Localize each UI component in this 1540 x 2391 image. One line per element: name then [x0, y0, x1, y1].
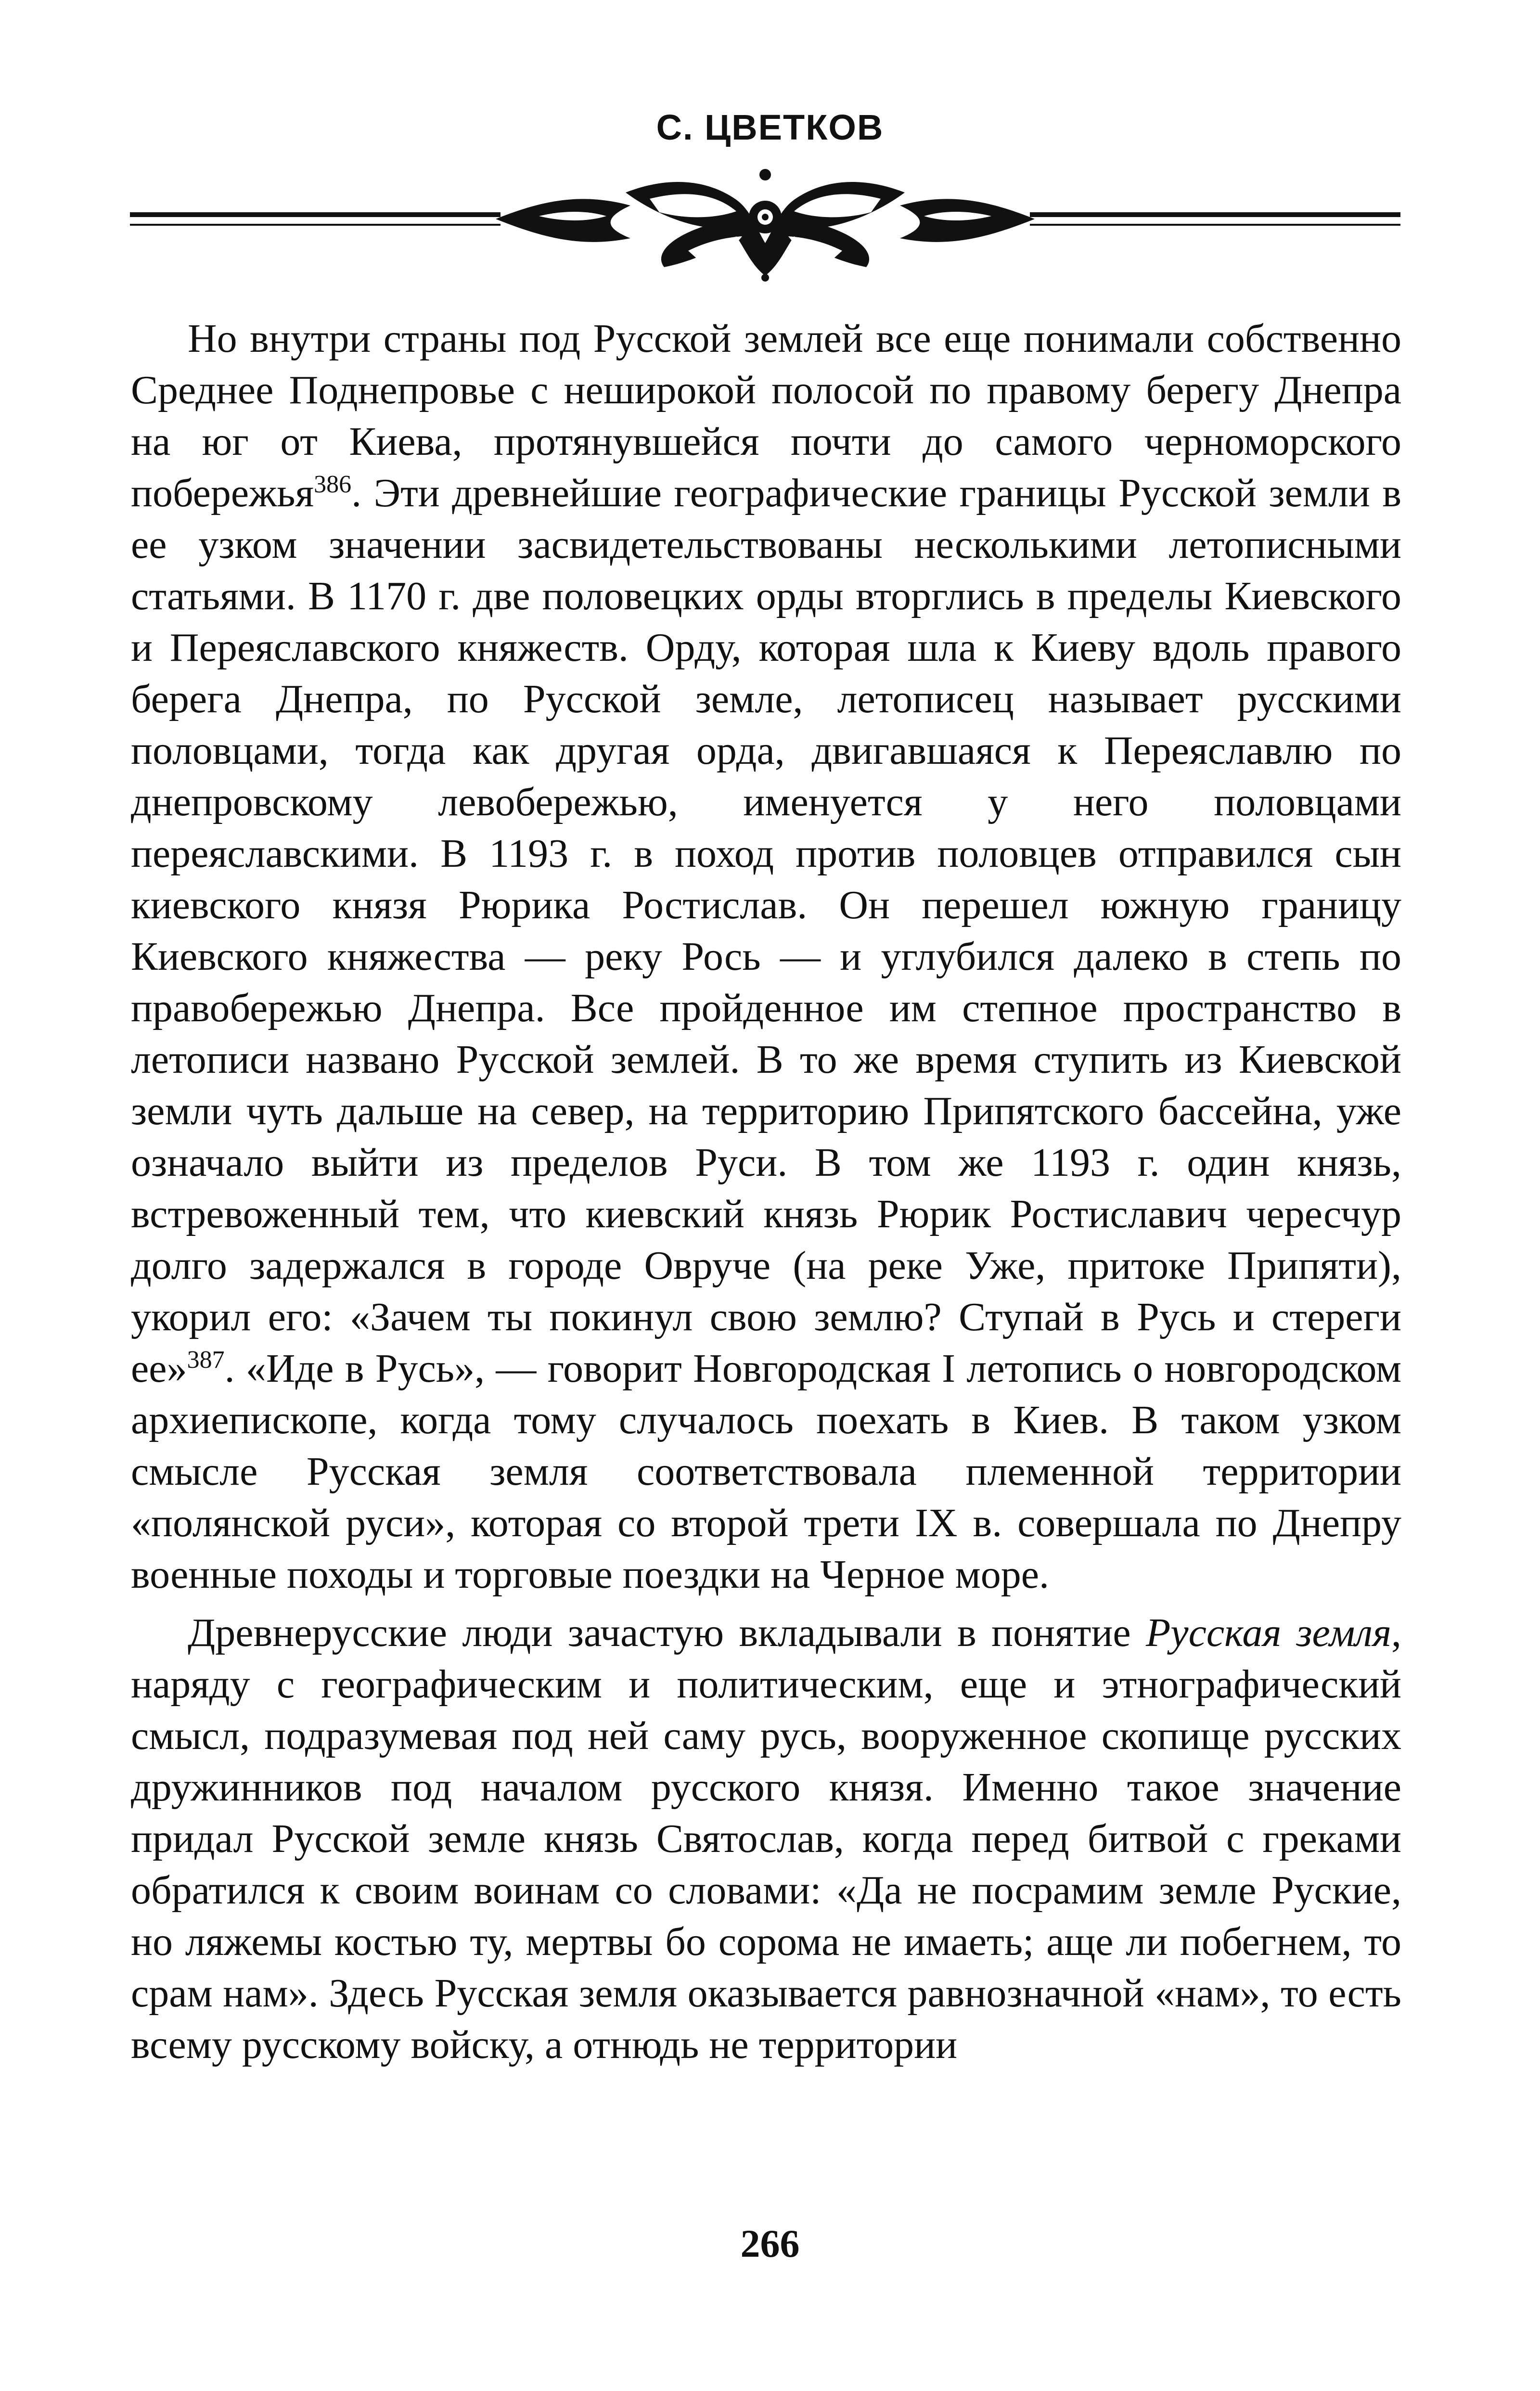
paragraph-2-text-b: , наряду с географическим и политическим, еще и этнографический смысл, подразумевая под ней саму русь, вооруженное скопище русских дружинников под началом русского князя. Именно такое значение придал Русской земле князь Святослав, когда перед битвой с греками обратился к своим воинам со словами: «Да не посрамим земле Руские, но ляжемы костью ту, мертвы бо сорома не имаеть; аще ли побегнем, то срам нам». Здесь Русская земля оказывается равнозначной «нам», то есть всему русскому войску, а отнюдь не территории [131, 1610, 1401, 2067]
italic-term: Русская земля [1145, 1610, 1391, 1655]
footnote-ref-387: 387 [187, 1346, 225, 1374]
footnote-ref-386: 386 [314, 471, 352, 498]
paragraph-1-text-a: Но внутри страны под Русской землей все еще понимали собственно Среднее Поднепровье с неширокой полосой по правому берегу Днепра на юг от Киева, протянувшейся почти до самого черноморского побережья [131, 316, 1401, 515]
paragraph-1-text-b: . Эти древнейшие географические границы Русской земли в ее узком значении засвидетельствованы несколькими летописными статьями. В 1170 г. две половецких орды вторглись в пределы Киевского и Переяславского княжеств. Орду, которая шла к Киеву вдоль правого берега Днепра, по Русской земле, летописец называет русскими половцами, тогда как другая орда, двигавшаяся к Переяславлю по днепровскому левобережью, именуется у него половцами переяславскими. В 1193 г. в поход против половцев отправился сын киевского князя Рюрика Ростислав. Он перешел южную границу Киевского княжества — реку Рось — и углубился далеко в степь по правобережью Днепра. Все пройденное им степное пространство в летописи названо Русской землей. В то же время ступить из Киевской земли чуть дальше на север, на территорию Припятского бассейна, уже означало выйти из пределов Руси. В том же 1193 г. один князь, встревоженный тем, что киевский князь Рюрик Ростиславич чересчур долго задержался в городе Овруче (на реке Уже, притоке Припяти), укорил его: «Зачем ты покинул свою землю? Ступай в Русь и стереги ее» [131, 471, 1401, 1391]
decorative-header-ornament [130, 166, 1400, 282]
paragraph-2 [131, 1607, 1401, 2070]
paragraph-1-text-c: . «Иде в Русь», — говорит Новгородская I летопись о новгородском архиепископе, когда тому случалось поехать в Киев. В таком узком смысле Русская земля соответствовала племенной территории «полянской руси», которая со второй трети IX в. совершала по Днепру военные походы и торговые поездки на Черное море. [131, 1346, 1401, 1597]
paragraph-2-text-a: Древнерусские люди зачастую вкладывали в понятие [188, 1610, 1146, 1655]
running-head: С. ЦВЕТКОВ [656, 107, 884, 147]
body-text [131, 313, 1401, 2070]
page-number: 266 [740, 2222, 800, 2265]
paragraph-1 [131, 313, 1401, 1600]
